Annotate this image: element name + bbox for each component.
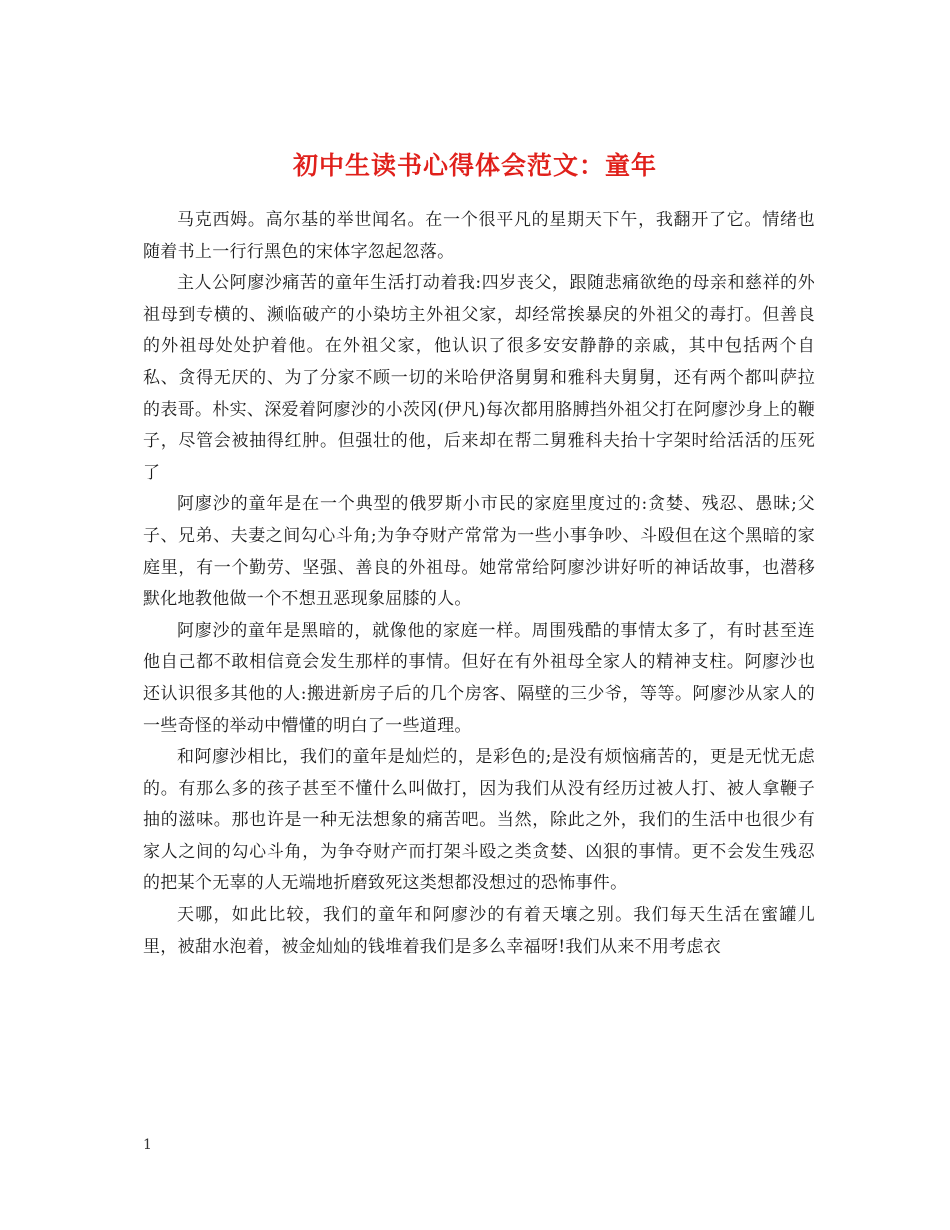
paragraph: 阿廖沙的童年是在一个典型的俄罗斯小市民的家庭里度过的:贪婪、残忍、愚昧;父子、兄弟、夫妻之间勾心斗角;为争夺财产常常为一些小事争吵、斗殴但在这个黑暗的家庭里，有一个勤劳、坚强、善良的外祖母。她常常给阿廖沙讲好听的神话故事，也潜移默化地教他做一个不想丑恶现象屈膝的人。	[143, 494, 815, 610]
document-title: 初中生读书心得体会范文：童年	[292, 150, 657, 180]
page-number: 1	[143, 1137, 152, 1153]
paragraph: 主人公阿廖沙痛苦的童年生活打动着我:四岁丧父，跟随悲痛欲绝的母亲和慈祥的外祖母到专横的、濒临破产的小染坊主外祖父家，却经常挨暴戾的外祖父的毒打。但善良的外祖母处处护着他。在外祖父家，他认识了很多安安静静的亲戚，其中包括两个自私、贪得无厌的、为了分家不顾一切的米哈伊洛舅舅和雅科夫舅舅，还有两个都叫萨拉的表哥。朴实、深爱着阿廖沙的小茨冈(伊凡)每次都用胳膊挡外祖父打在阿廖沙身上的鞭子，尽管会被抽得红肿。但强壮的他，后来却在帮二舅雅科夫抬十字架时给活活的压死了	[143, 273, 815, 483]
paragraph: 阿廖沙的童年是黑暗的，就像他的家庭一样。周围残酷的事情太多了，有时甚至连他自己都不敢相信竟会发生那样的事情。但好在有外祖母全家人的精神支柱。阿廖沙也还认识很多其他的人:搬进新房子后的几个房客、隔壁的三少爷，等等。阿廖沙从家人的一些奇怪的举动中懵懂的明白了一些道理。	[143, 620, 815, 736]
document-body	[143, 205, 815, 963]
paragraph: 和阿廖沙相比，我们的童年是灿烂的，是彩色的;是没有烦恼痛苦的，更是无忧无虑的。有那么多的孩子甚至不懂什么叫做打，因为我们从没有经历过被人打、被人拿鞭子抽的滋味。那也许是一种无法想象的痛苦吧。当然，除此之外，我们的生活中也很少有家人之间的勾心斗角，为争夺财产而打架斗殴之类贪婪、凶狠的事情。更不会发生残忍的把某个无辜的人无端地折磨致死这类想都没想过的恐怖事件。	[143, 747, 815, 894]
paragraph: 天哪，如此比较，我们的童年和阿廖沙的有着天壤之别。我们每天生活在蜜罐儿里，被甜水泡着，被金灿灿的钱堆着我们是多么幸福呀!我们从来不用考虑衣	[143, 905, 815, 957]
paragraph: 马克西姆。高尔基的举世闻名。在一个很平凡的星期天下午，我翻开了它。情绪也随着书上一行行黑色的宋体字忽起忽落。	[143, 210, 815, 262]
